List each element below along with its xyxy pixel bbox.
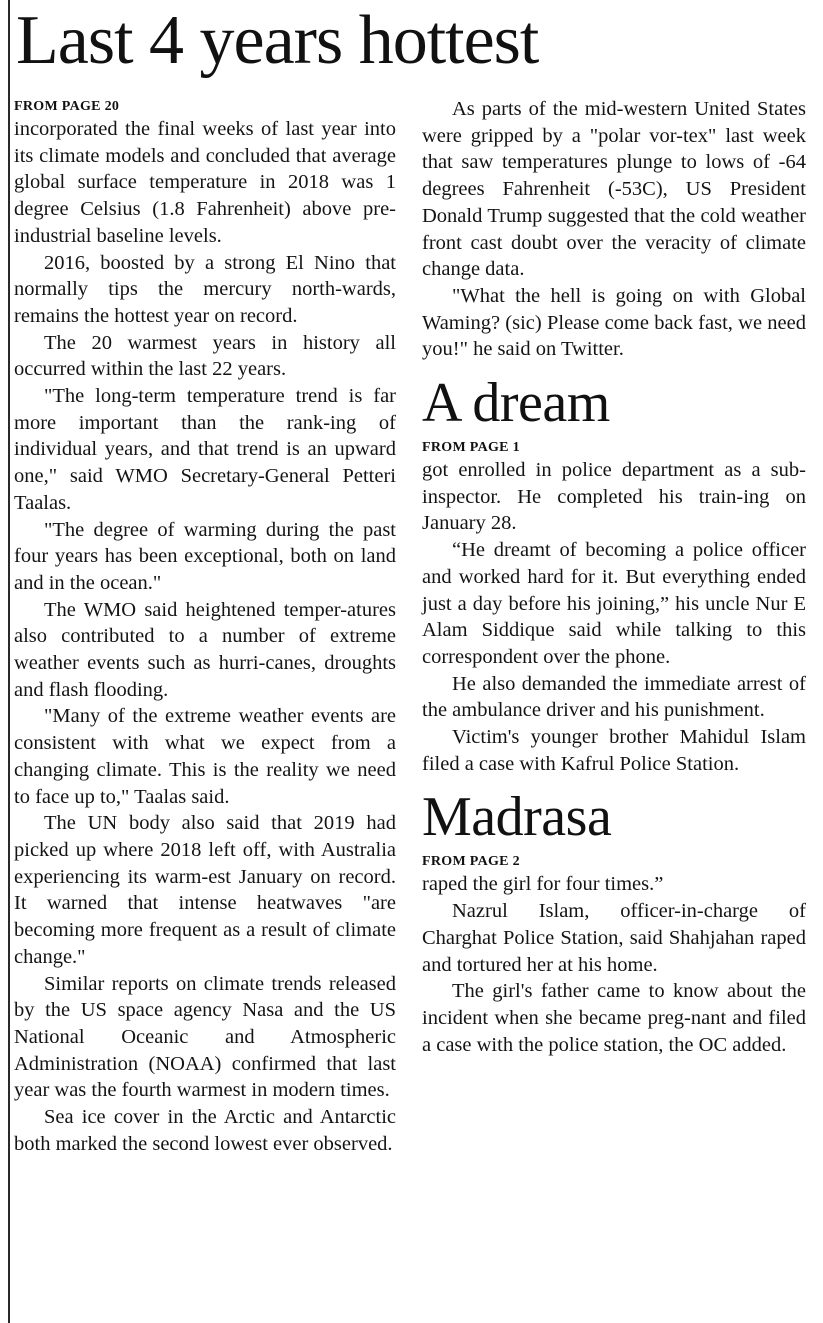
jumpline-from-page-20: FROM PAGE 20 [14, 99, 120, 114]
headline-last-4-years-hottest: Last 4 years hottest [16, 2, 539, 79]
left-column [14, 98, 396, 1157]
story-a-dream [422, 373, 806, 777]
paragraph: incorporated the final weeks of last year into its climate models and concluded that average global surface temperature in 2018 was 1 degree Celsius (1.8 Fahrenheit) above pre-industrial baseline levels. [14, 118, 396, 247]
paragraph: 2016, boosted by a strong El Nino that normally tips the mercury north-wards, remains the hottest year on record. [14, 251, 396, 327]
paragraph: Victim's younger brother Mahidul Islam filed a case with Kafrul Police Station. [422, 726, 806, 775]
paragraph: “He dreamt of becoming a police officer and worked hard for it. But everything ended just a day before his joining,” his uncle Nur E Alam Siddique said while talking to this correspondent over the phone. [422, 539, 806, 668]
paragraph: The WMO said heightened temper-atures also contributed to a number of extreme weather events such as hurri-canes, droughts and flash flooding. [14, 598, 396, 701]
paragraph: Nazrul Islam, officer-in-charge of Charghat Police Station, said Shahjahan raped and tortured her at his home. [422, 900, 806, 976]
paragraph: The UN body also said that 2019 had picked up where 2018 left off, with Australia experiencing its warm-est January on record. It warned that intense heatwaves "are becoming more frequent as a result of climate change." [14, 812, 396, 968]
paragraph: "Many of the extreme weather events are consistent with what we expect from a changing climate. This is the reality we need to face up to," Taalas said. [14, 705, 396, 808]
paragraph-continued: Sea ice cover in the Arctic and Antarctic both marked the second lowest ever observed. [14, 1106, 396, 1155]
paragraph: As parts of the mid-western United States were gripped by a "polar vor-tex" last week that saw temperatures plunge to lows of -64 degrees Fahrenheit (-53C), US President Donald Trump suggested that the cold weather front cast doubt over the veracity of climate change data. [422, 98, 806, 281]
paragraph: "The degree of warming during the past four years has been exceptional, both on land and in the ocean." [14, 518, 396, 594]
headline-madrasa: Madrasa [422, 786, 612, 849]
paragraph: got enrolled in police department as a sub-inspector. He completed his train-ing on January 28. [422, 459, 806, 535]
paragraph: The girl's father came to know about the incident when she became preg-nant and filed a case with the police station, the OC added. [422, 980, 806, 1056]
column-rule [8, 0, 10, 1323]
right-column [422, 96, 806, 1058]
paragraph: The 20 warmest years in history all occurred within the last 22 years. [14, 331, 396, 381]
paragraph: raped the girl for four times.” [422, 873, 664, 896]
headline-a-dream: A dream [422, 372, 610, 435]
paragraph: Similar reports on climate trends released by the US space agency Nasa and the US National Oceanic and Atmospheric Administration (NOAA) confirmed that last year was the fourth warmest in modern times. [14, 972, 396, 1102]
story-madrasa [422, 787, 806, 1058]
jumpline-from-page-1: FROM PAGE 1 [422, 440, 520, 456]
jumpline-from-page-2: FROM PAGE 2 [422, 854, 520, 870]
paragraph: He also demanded the immediate arrest of the ambulance driver and his punishment. [422, 672, 806, 722]
paragraph: "What the hell is going on with Global Waming? (sic) Please come back fast, we need you!" he said on Twitter. [422, 284, 806, 361]
paragraph: "The long-term temperature trend is far more important than the rank-ing of individual years, and that trend is an upward one," said WMO Secretary-General Petteri Taalas. [14, 385, 396, 514]
